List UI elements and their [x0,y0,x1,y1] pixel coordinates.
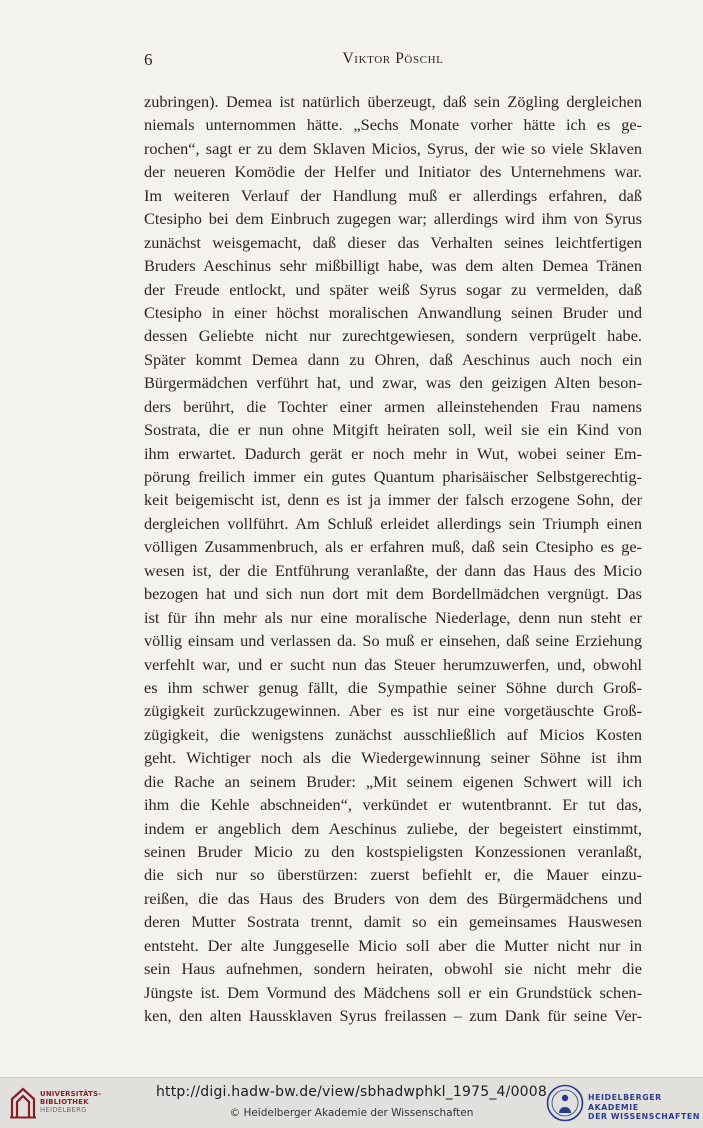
text-line: Im weiteren Verlauf der Handlung muß er allerdings erfahren, daß [144,185,642,205]
page-number: 6 [144,50,153,69]
text-line: Ctesipho in einer höchst moralischen Anwandlung seinen Bruder und [144,302,642,322]
text-line: Sostrata, die er nun ohne Mitgift heiraten soll, weil sie ein Kind von [144,420,642,440]
viewer-footer [0,1077,703,1128]
text-line: rochen“, sagt er zu dem Sklaven Micios, Syrus, der wie so viele Sklaven [144,138,642,158]
text-line: Später kommt Demea dann zu Ohren, daß Aeschinus auch noch ein [144,349,642,369]
body-text [144,90,642,1028]
text-line: wesen ist, der die Entführung veranlaßte, der dann das Haus des Micio [144,560,642,580]
text-line: zubringen). Demea ist natürlich überzeugt, daß sein Zögling dergleichen [144,92,642,111]
text-line: dergleichen vollführt. Am Schluß erleidet allerdings sein Triumph einen [144,513,642,533]
text-line: der Freude entlockt, und später weiß Syrus sogar zu vermelden, daß [144,279,642,299]
academy-name [588,1093,703,1122]
academy-name-line2: DER WISSENSCHAFTEN [588,1112,700,1121]
text-line: Ctesipho bei dem Einbruch zugegen war; allerdings wird ihm von Syrus [144,209,642,229]
text-line: pörung freilich immer ein gutes Quantum pharisäischer Selbstgerechtig- [144,467,642,486]
text-line: ist für ihn mehr als nur eine moralische Niederlage, denn nun steht er [144,607,642,627]
text-line: Bruders Aeschinus sehr mißbilligt habe, was dem alten Demea Tränen [144,256,642,276]
library-name-line3: HEIDELBERG [40,1106,87,1115]
text-line: deren Mutter Sostrata trennt, damit so ein gemeinsames Hauswesen [144,912,642,932]
academy-seal-icon [546,1084,584,1122]
text-line: der neueren Komödie der Helfer und Initiator des Unternehmens war. [144,162,642,182]
permalink-url[interactable]: http://digi.hadw-bw.de/view/sbhadwphkl_1975_4/0008 [155,1084,547,1100]
text-line: reißen, die das Haus des Bruders von dem des Bürgermädchens und [144,888,642,908]
text-line: ihm erwartet. Dadurch gerät er noch mehr in Wut, wobei seiner Em- [144,443,642,463]
text-line: bezogen hat und sich nun dort mit dem Bordellmädchen vergnügt. Das [144,584,642,604]
text-line: indem er angeblich dem Aeschinus zuliebe, der begeistert einstimmt, [144,818,642,838]
text-line: Bürgermädchen verführt hat, und zwar, was den geizigen Alten beson- [144,373,642,393]
text-line: dessen Geliebte nicht nur zurechtgewiesen, sondern verprügelt habe. [144,326,642,346]
text-line: zügigkeit zurückzugewinnen. Aber es ist nur eine vorgetäuschte Groß- [144,701,642,721]
text-line: entsteht. Der alte Junggeselle Micio soll aber die Mutter nicht nur in [144,935,642,955]
text-line: völlig einsam und verlassen da. So muß er einsehen, daß seine Erziehung [144,631,642,651]
text-line: ihm die Kehle abschneiden“, verkündet er wutentbrannt. Er tut das, [144,795,642,815]
text-line: niemals unternommen hätte. „Sechs Monate vorher hätte ich es ge- [144,115,642,135]
academy-name-line1: HEIDELBERGER AKADEMIE [588,1093,662,1112]
text-line: zunächst weisgemacht, daß dieser das Verhalten seines leichtfertigen [144,232,642,252]
library-name-line1: UNIVERSITÄTS- [40,1090,102,1098]
copyright-notice: © Heidelberger Akademie der Wissenschaften [229,1107,474,1119]
text-line: zügigkeit, die wenigstens zunächst ausschließlich auf Micios Kosten [144,724,642,744]
text-line: die Rache an seinem Bruder: „Mit seinem eigenen Schwert will ich [144,771,642,791]
text-line: es ihm schwer genug fällt, die Sympathie seiner Söhne durch Groß- [144,677,642,697]
text-line: keit beigemischt ist, denn es ist ja immer der falsch erzogene Sohn, der [144,490,642,510]
text-line: geht. Wichtiger noch als die Wiedergewinnung seiner Söhne ist ihm [144,748,642,768]
text-line: völligen Zusammenbruch, als er erfahren muß, daß sein Ctesipho es ge- [144,537,642,557]
text-line: verfehlt war, und er sucht nun das Steuer herumzuwerfen, und, obwohl [144,654,642,674]
text-line: ders berührt, die Tochter einer armen alleinstehenden Frau namens [144,396,642,416]
page-header [144,50,642,76]
text-line: Jüngste ist. Dem Vormund des Mädchens soll er ein Grundstück schen- [144,982,642,1002]
text-line: die sich nur so überstürzen: zuerst befiehlt er, die Mauer einzu- [144,865,642,885]
text-line: ken, den alten Haussklaven Syrus freilassen – zum Dank für seine Ver- [144,1006,642,1026]
library-name-line2: BIBLIOTHEK [40,1098,89,1107]
text-line: seinen Bruder Micio zu den kostspieligsten Konzessionen veranlaßt, [144,842,642,861]
text-line: sein Haus aufnehmen, sondern heiraten, obwohl sie nicht mehr die [144,959,642,979]
running-head: Viktor Pöschl [342,50,444,67]
